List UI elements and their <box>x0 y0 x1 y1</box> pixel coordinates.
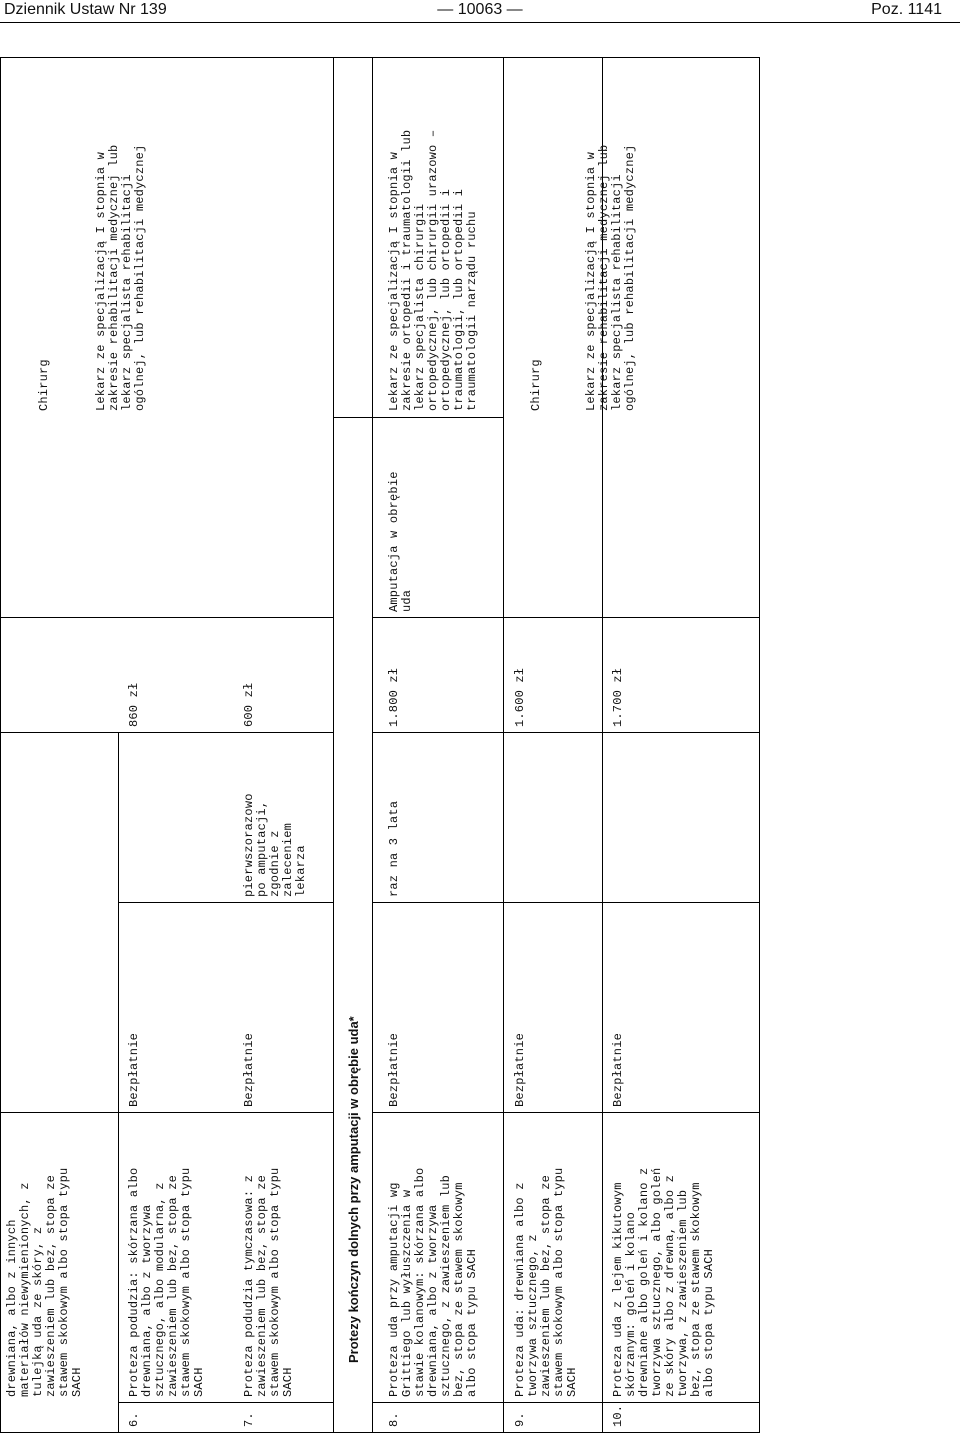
page-number: — 10063 — <box>437 1 523 18</box>
price-limit: 1.700 zł <box>611 667 625 727</box>
price-limit: 1.800 zł <box>387 667 401 727</box>
payment-cell: Bezpłatnie <box>242 1032 256 1107</box>
item-description: Proteza uda z lejem kikutowym skórzanym: goleń i kolano drewniane albo goleń i kolano z tworzywa sztucznego, albo goleń ze skóry albo z drewna, albo z tworzywa, z zawieszeniem lub bez, stopa ze stawem skokowym albo stopa typu SACH <box>611 1167 716 1397</box>
row-number: 8. <box>387 1412 401 1427</box>
payment-cell: Bezpłatnie <box>513 1032 527 1107</box>
specialist-cell: Lekarz ze specjalizacją I stopnia w zakresie rehabilitacji medycznej lub lekarz specjalista rehabilitacji ogólnej, lub rehabilitacji medycznej <box>584 144 637 411</box>
frequency-cell: raz na 3 lata <box>387 800 401 897</box>
item-description: Proteza podudzia: skórzana albo drewniana, albo z tworzywa sztucznego, albo modularna, z zawieszeniem lub bez, stopa ze stawem skokowym albo stopa typu SACH <box>127 1167 206 1397</box>
header-rule <box>0 22 960 23</box>
indication-cell: Amputacja w obrębie uda <box>387 471 414 612</box>
col-divider <box>372 1402 760 1403</box>
col-divider <box>118 902 333 903</box>
item-description: Proteza uda przy amputacji wg Grittiego lub wyłuszczenia w stawie kolanowym: skórzana albo drewniana, albo z tworzywa sztucznego, z zawieszeniem lub bez, stopa ze stawem skokowym albo stopa typu SACH <box>387 1167 479 1397</box>
row-number: 9. <box>513 1412 527 1427</box>
col-divider <box>0 1112 333 1113</box>
payment-cell: Bezpłatnie <box>127 1032 141 1107</box>
col-divider <box>333 417 503 418</box>
continuation-description: drewniana, albo z innych materiałów niewymienionych, z tulejką uda ze skóry, z zawieszeniem lub bez, stopa ze stawem skokowym albo stopa typu SACH <box>5 1167 84 1397</box>
specialist-cell: Lekarz ze specjalizacją I stopnia w zakresie rehabilitacji medycznej lub lekarz specjalista rehabilitacji ogólnej, lub rehabilitacji medycznej <box>94 144 147 411</box>
section-title: Protezy kończyn dolnych przy amputacji w obrębie uda* <box>346 1016 361 1363</box>
col-divider <box>0 732 333 733</box>
row-divider <box>503 58 504 1433</box>
position-number: Poz. 1141 <box>871 1 942 18</box>
specialist-cell: Chirurg <box>529 359 543 411</box>
item-description: Proteza podudzia tymczasowa: z zawieszeniem lub bez, stopa ze stawem skokowym albo stopa typu SACH <box>242 1167 295 1397</box>
col-divider <box>372 732 760 733</box>
specialist-cell: Lekarz ze specjalizacją I stopnia w zakresie ortopedii i traumatologii lub lekarz specjalista chirurgii ortopedycznej, lub chirurgii urazowo – ortopedycznej, lub ortopedii i traumatologii, lub ortopedii i traumatologii narządu ruchu <box>387 129 479 411</box>
continuation-specialist: Chirurg <box>37 359 51 411</box>
row-divider <box>118 733 119 1433</box>
item-description: Proteza uda: drewniana albo z tworzywa sztucznego, z zawieszeniem lub bez, stopa ze stawem skokowym albo stopa typu SACH <box>513 1167 579 1397</box>
table-top-border <box>0 58 1 1433</box>
payment-cell: Bezpłatnie <box>387 1032 401 1107</box>
row-number: 10. <box>611 1404 625 1427</box>
section-header-divider <box>372 58 373 1433</box>
col-divider <box>372 617 760 618</box>
journal-title: Dziennik Ustaw Nr 139 <box>4 1 167 18</box>
payment-cell: Bezpłatnie <box>611 1032 625 1107</box>
section-top-border <box>333 58 334 1433</box>
frequency-cell: pierwszorazowo po amputacji, zgodnie z zaleceniem lekarza <box>242 793 308 897</box>
col-divider <box>118 1402 333 1403</box>
price-limit: 860 zł <box>127 682 141 727</box>
table-right-border <box>0 57 760 58</box>
col-divider <box>0 617 333 618</box>
col-divider <box>372 1112 760 1113</box>
price-limit: 1.600 zł <box>513 667 527 727</box>
rotated-table <box>0 58 760 1433</box>
page-header <box>0 0 960 24</box>
row-number: 7. <box>242 1412 256 1427</box>
price-limit: 600 zł <box>242 682 256 727</box>
row-number: 6. <box>127 1412 141 1427</box>
col-divider <box>372 902 760 903</box>
table-bottom-border <box>759 58 760 1433</box>
